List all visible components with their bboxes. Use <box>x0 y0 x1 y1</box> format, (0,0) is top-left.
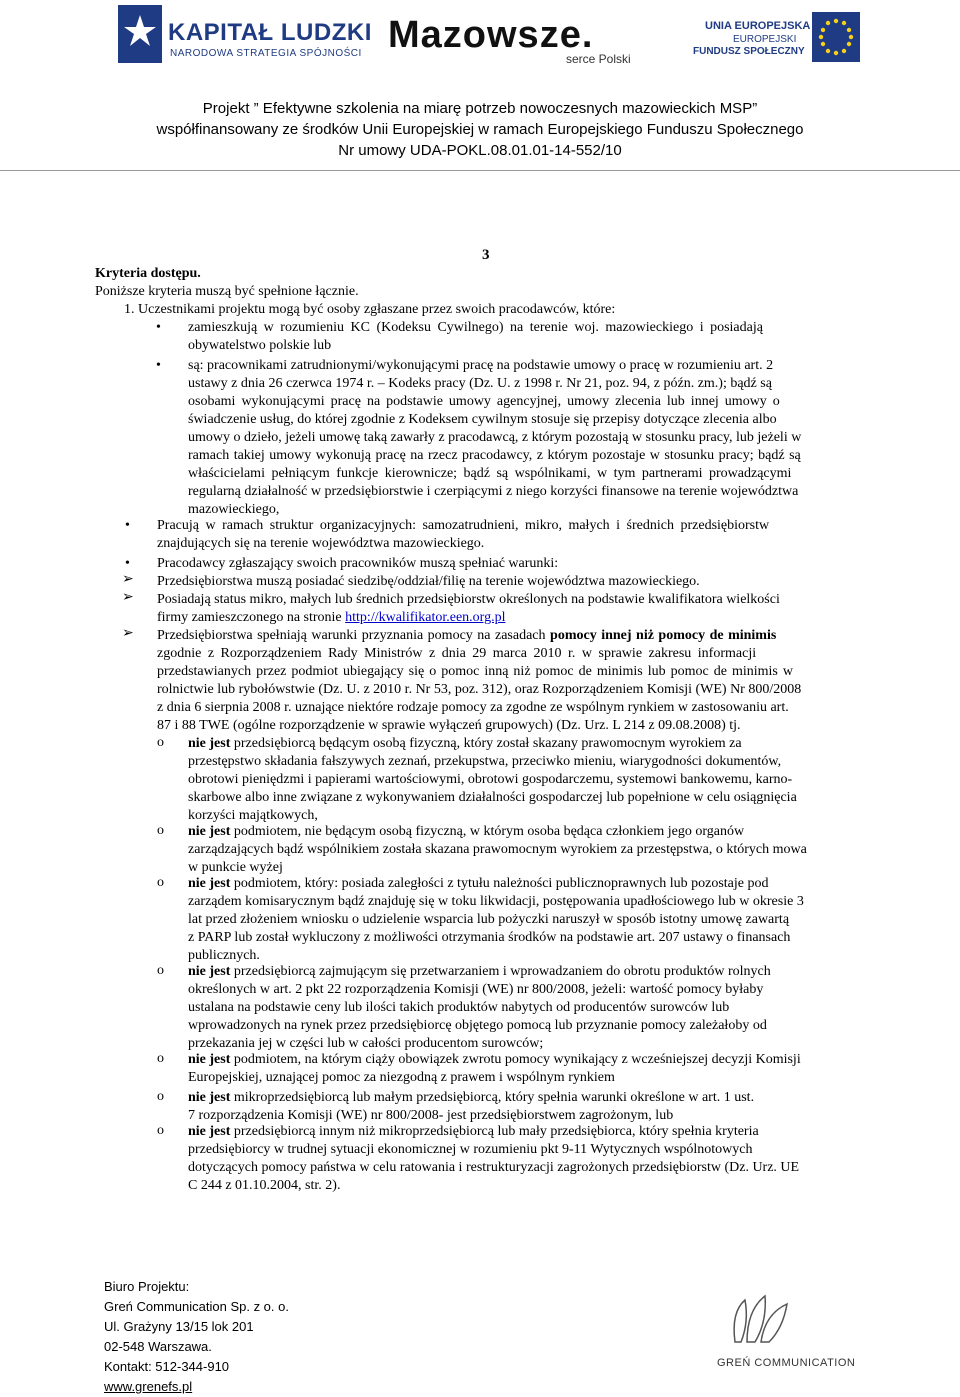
sub-item-cont <box>188 1017 767 1035</box>
sub-item-text: przedsiębiorcą innym niż mikroprzedsiębiorcą lub mały przedsiębiorca, który spełnia kryteria <box>233 1124 759 1139</box>
nie-jest-label: nie jest <box>188 736 231 751</box>
bullet-cont: mazowieckiego, <box>188 502 280 517</box>
sub-bullet-icon: o <box>157 875 164 890</box>
sub-bullet-icon: o <box>157 1089 164 1104</box>
footer-line: Biuro Projektu: <box>104 1279 190 1294</box>
sub-item-cont <box>188 1069 615 1087</box>
sub-item-text: zarządzających bądź wspólnikiem została skazana prawomocnym wyrokiem za przestępstwa, o których mowa <box>188 842 807 857</box>
sub-item-cont <box>188 1159 799 1177</box>
sub-item-text: przekazania jej w części lub w całości producentom surowców; <box>188 1036 544 1051</box>
sub-bullet-icon: o <box>157 823 164 838</box>
sub-item-cont <box>188 981 763 999</box>
sub-item <box>188 875 768 893</box>
sub-item-text: skarbowe albo inne związane z wykonywaniem działalności gospodarczej lub popełnione w celu osiągnięcia <box>188 790 797 805</box>
ue-label-line2: EUROPEJSKI <box>733 34 797 45</box>
sub-item-cont <box>188 999 729 1017</box>
mazowsze-subtitle: serce Polski <box>566 52 631 66</box>
sub-item-cont <box>188 929 790 947</box>
arrow-bullet-icon: ➢ <box>122 590 134 605</box>
bullet-cont: świadczenie usług, do której zgodnie z Kodeksem cywilnym stosuje się przepisy dotyczące zlecenia albo <box>188 412 777 427</box>
sub-item-text: mikroprzedsiębiorcą lub małym przedsiębiorcą, który spełnia warunki określone w art. 1 ust. <box>233 1090 755 1105</box>
sub-bullet-icon: o <box>157 1123 164 1138</box>
sub-bullet-icon: o <box>157 963 164 978</box>
sub-bullet-icon: o <box>157 1051 164 1066</box>
arrow-bullet-icon: ➢ <box>122 626 134 641</box>
arrow-item: Przedsiębiorstwa muszą posiadać siedzibę/oddział/filię na terenie województwa mazowieckiego. <box>157 574 700 589</box>
sub-item <box>188 1123 759 1141</box>
arrow-item: Posiadają status mikro, małych lub średnich przedsiębiorstw określonych na podstawie kwalifikatora wielkości <box>157 592 780 607</box>
arrow-cont: zgodnie z Rozporządzeniem Rady Ministrów z dnia 29 marca 2010 r. w sprawie zakresu informacji <box>157 646 757 661</box>
arrow-cont: rolnictwie lub rybołówstwie (Dz. U. z 2010 r. Nr 53, poz. 312), oraz Rozporządzeniem Komisji (WE) Nr 800/2008 <box>157 682 802 697</box>
bullet-item: • zamieszkują w rozumieniu KC (Kodeksu Cywilnego) na terenie woj. mazowieckiego i posiadają <box>188 319 763 337</box>
arrow-text: Przedsiębiorstwa spełniają warunki przyznania pomocy na zasadach <box>157 628 551 643</box>
sub-item <box>188 1089 754 1107</box>
footer-line: Ul. Grażyny 13/15 lok 201 <box>104 1319 254 1334</box>
bullet-cont: znajdujących się na terenie województwa mazowieckiego. <box>157 536 485 551</box>
sub-item-text: korzyści majątkowych, <box>188 808 318 823</box>
bullet-cont: osobami wykonującymi pracę na podstawie umowy agencyjnej, umowy zlecenia lub innej umowy o <box>188 394 780 409</box>
gren-communication-logo-icon <box>725 1292 801 1352</box>
section-heading: Kryteria dostępu. <box>95 266 201 281</box>
kapital-ludzki-logo-icon <box>118 5 162 63</box>
ue-label-line3: FUNDUSZ SPOŁECZNY <box>693 46 805 57</box>
sub-item-text: obrotowi pieniędzmi i papierami wartościowymi, obrotowi gospodarczemu, systemowi bankowemu, karno- <box>188 772 793 787</box>
bullet-item: • Pracodawcy zgłaszający swoich pracowników muszą spełniać warunki: <box>157 555 558 573</box>
bullet-cont: regularną działalność w przedsiębiorstwie i czerpiącymi z niego korzyści finansowe na terenie województwa <box>188 484 799 499</box>
footer-address <box>104 1277 289 1397</box>
sub-item-cont <box>188 771 792 789</box>
sub-item-cont <box>188 1177 340 1195</box>
footer-line: Kontakt: 512-344-910 <box>104 1359 230 1374</box>
sub-item-text: podmiotem, nie będącym osobą fizyczną, w którym osoba będąca członkiem jego organów <box>233 824 745 839</box>
bullet-cont: ramach takiej umowy wykonują pracę na rzecz pracodawcy, z którym pozostaje w stosunku pracy; bądź są <box>188 448 801 463</box>
eu-flag-icon <box>812 12 860 62</box>
sub-item-text: wprowadzonych na rynek przez przedsiębiorcę objętego pomocą lub przyznanie pomocy zależałoby od <box>188 1018 767 1033</box>
sub-item <box>188 1051 801 1069</box>
mazowsze-logo-text: Mazowsze. <box>388 14 594 56</box>
nie-jest-label: nie jest <box>188 876 231 891</box>
nie-jest-label: nie jest <box>188 1124 231 1139</box>
kwalifikator-link[interactable]: http://kwalifikator.een.org.pl <box>345 610 506 625</box>
sub-item-cont <box>188 893 804 911</box>
sub-item-cont <box>188 911 789 929</box>
ue-label-line1: UNIA EUROPEJSKA <box>705 20 811 32</box>
sub-item-text: C 244 z 01.10.2004, str. 2). <box>188 1178 341 1193</box>
sub-item-text: dotyczących pomocy państwa w celu ratowania i restrukturyzacji zagrożonych przedsiębiorstw (Dz. Urz. UE <box>188 1160 800 1175</box>
gren-communication-logo-text: GREŃ COMMUNICATION <box>717 1357 856 1369</box>
project-line-1: Projekt ” Efektywne szkolenia na miarę potrzeb nowoczesnych mazowieckich MSP” <box>202 100 758 117</box>
footer-line: Greń Communication Sp. z o. o. <box>104 1299 289 1314</box>
nie-jest-label: nie jest <box>188 1090 231 1105</box>
arrow-cont: z dnia 6 sierpnia 2008 r. uznające niektóre rodzaje pomocy za zgodne ze wspólnym rynkiem w zastosowaniu art. <box>157 700 789 715</box>
sub-item-cont <box>188 753 781 771</box>
sub-item-cont <box>188 841 807 859</box>
bullet-cont: obywatelstwo polskie lub <box>188 338 332 353</box>
arrow-cont: przedstawianych przez podmiot ubiegający się o pomoc inną niż pomoc de minimis lub pomoc de minimis w <box>157 664 793 679</box>
sub-item-text: 7 rozporządzenia Komisji (WE) nr 800/2008- jest przedsiębiorstwem zagrożonym, lub <box>188 1108 674 1123</box>
project-header <box>0 98 960 161</box>
footer-website-link[interactable]: www.grenefs.pl <box>104 1379 193 1394</box>
bullet-item: • są: pracownikami zatrudnionymi/wykonującymi pracę na podstawie umowy o pracę w rozumieniu art. 2 <box>188 357 773 375</box>
bullet-cont: właścicielami pełniącym funkcje kierownicze; bądź są wspólnikami, w tym partnerami prowadzącymi <box>188 466 792 481</box>
sub-item-text: przestępstwo składania fałszywych zeznań, przekupstwa, przeciwko mieniu, wiarygodności dokumentów, <box>188 754 782 769</box>
sub-item <box>188 823 744 841</box>
sub-item-text: w punkcie wyżej <box>188 860 283 875</box>
page-number: 3 <box>482 247 490 263</box>
sub-item-text: z PARP lub został wykluczony z możliwości otrzymania środków na podstawie art. 207 ustawy o finansach <box>188 930 791 945</box>
sub-item-text: przedsiębiorcą będącym osobą fizyczną, który został skazany prawomocnym wyrokiem za <box>233 736 742 751</box>
sub-item <box>188 735 742 753</box>
sub-item-cont <box>188 1141 752 1159</box>
project-line-2: współfinansowany ze środków Unii Europejskiej w ramach Europejskiego Funduszu Społecznego <box>156 121 804 138</box>
arrow-cont <box>157 609 505 627</box>
footer-line: 02-548 Warszawa. <box>104 1339 212 1354</box>
item-1-line: 1. Uczestnikami projektu mogą być osoby zgłaszane przez swoich pracodawców, które: <box>124 302 616 317</box>
bullet-item: • Pracują w ramach struktur organizacyjnych: samozatrudnieni, mikro, małych i średnich przedsiębiorstw <box>157 517 769 535</box>
bullet-cont: umowy o dzieło, jeżeli umowę taką zawarły z pracodawcą, z którym pozostają w stosunku pracy, lub jeżeli w <box>188 430 802 445</box>
sub-item <box>188 963 771 981</box>
sub-item-text: podmiotem, na którym ciąży obowiązek zwrotu pomocy wynikający z wcześniejszej decyzji Komisji <box>233 1052 801 1067</box>
arrow-item <box>157 627 776 645</box>
sub-item-text: ustalana na podstawie ceny lub ilości takich produktów nabytych od producentów surowców lub <box>188 1000 730 1015</box>
project-line-3: Nr umowy UDA-POKL.08.01.01-14-552/10 <box>338 142 622 159</box>
sub-bullet-icon: o <box>157 735 164 750</box>
sub-item-text: podmiotem, który: posiada zaległości z tytułu należności publicznoprawnych lub pozostaje pod <box>233 876 769 891</box>
sub-item-text: przedsiębiorcy w trudnej sytuacji ekonomicznej w rozumieniu pkt 9-11 Wytycznych wspólnotowych <box>188 1142 753 1157</box>
arrow-text-bold: pomocy innej niż pomocy de minimis <box>550 628 777 643</box>
intro-line: Poniższe kryteria muszą być spełnione łącznie. <box>95 284 359 299</box>
bullet-cont: ustawy z dnia 26 czerwca 1974 r. – Kodeks pracy (Dz. U. z 1998 r. Nr 21, poz. 94, z późn. zm.); bądź są <box>188 376 772 391</box>
arrow-bullet-icon: ➢ <box>122 572 134 587</box>
sub-item-text: przedsiębiorcą zajmującym się przetwarzaniem i wprowadzaniem do obrotu produktów rolnych <box>233 964 771 979</box>
link-prefix: firmy zamieszczonego na stronie <box>157 610 346 625</box>
sub-item-text: określonych w art. 2 pkt 22 rozporządzenia Komisji (WE) nr 800/2008, jeżeli: wartość pomocy byłaby <box>188 982 764 997</box>
sub-item-text: zarządem komisarycznym bądź znajduję się w toku likwidacji, postępowania upadłościowego lub w okresie 3 <box>188 894 804 909</box>
header-divider <box>0 170 960 171</box>
sub-item-text: lat przed złożeniem wniosku o udzielenie wsparcia lub pożyczki naruszył w sposób istotny umowę zawartą <box>188 912 790 927</box>
nie-jest-label: nie jest <box>188 964 231 979</box>
sub-item-text: Europejskiej, uznającej pomoc za niezgodną z prawem i wspólnym rynkiem <box>188 1070 615 1085</box>
arrow-cont: 87 i 88 TWE (ogólne rozporządzenie w sprawie wyłączeń grupowych) (Dz. Urz. L 214 z 09.08.2008) tj. <box>157 718 741 733</box>
kapital-ludzki-title: KAPITAŁ LUDZKI <box>168 19 372 46</box>
nie-jest-label: nie jest <box>188 1052 231 1067</box>
sub-item-cont <box>188 789 797 807</box>
kapital-ludzki-subtitle: NARODOWA STRATEGIA SPÓJNOŚCI <box>170 48 362 59</box>
nie-jest-label: nie jest <box>188 824 231 839</box>
sub-item-text: publicznych. <box>188 948 260 963</box>
